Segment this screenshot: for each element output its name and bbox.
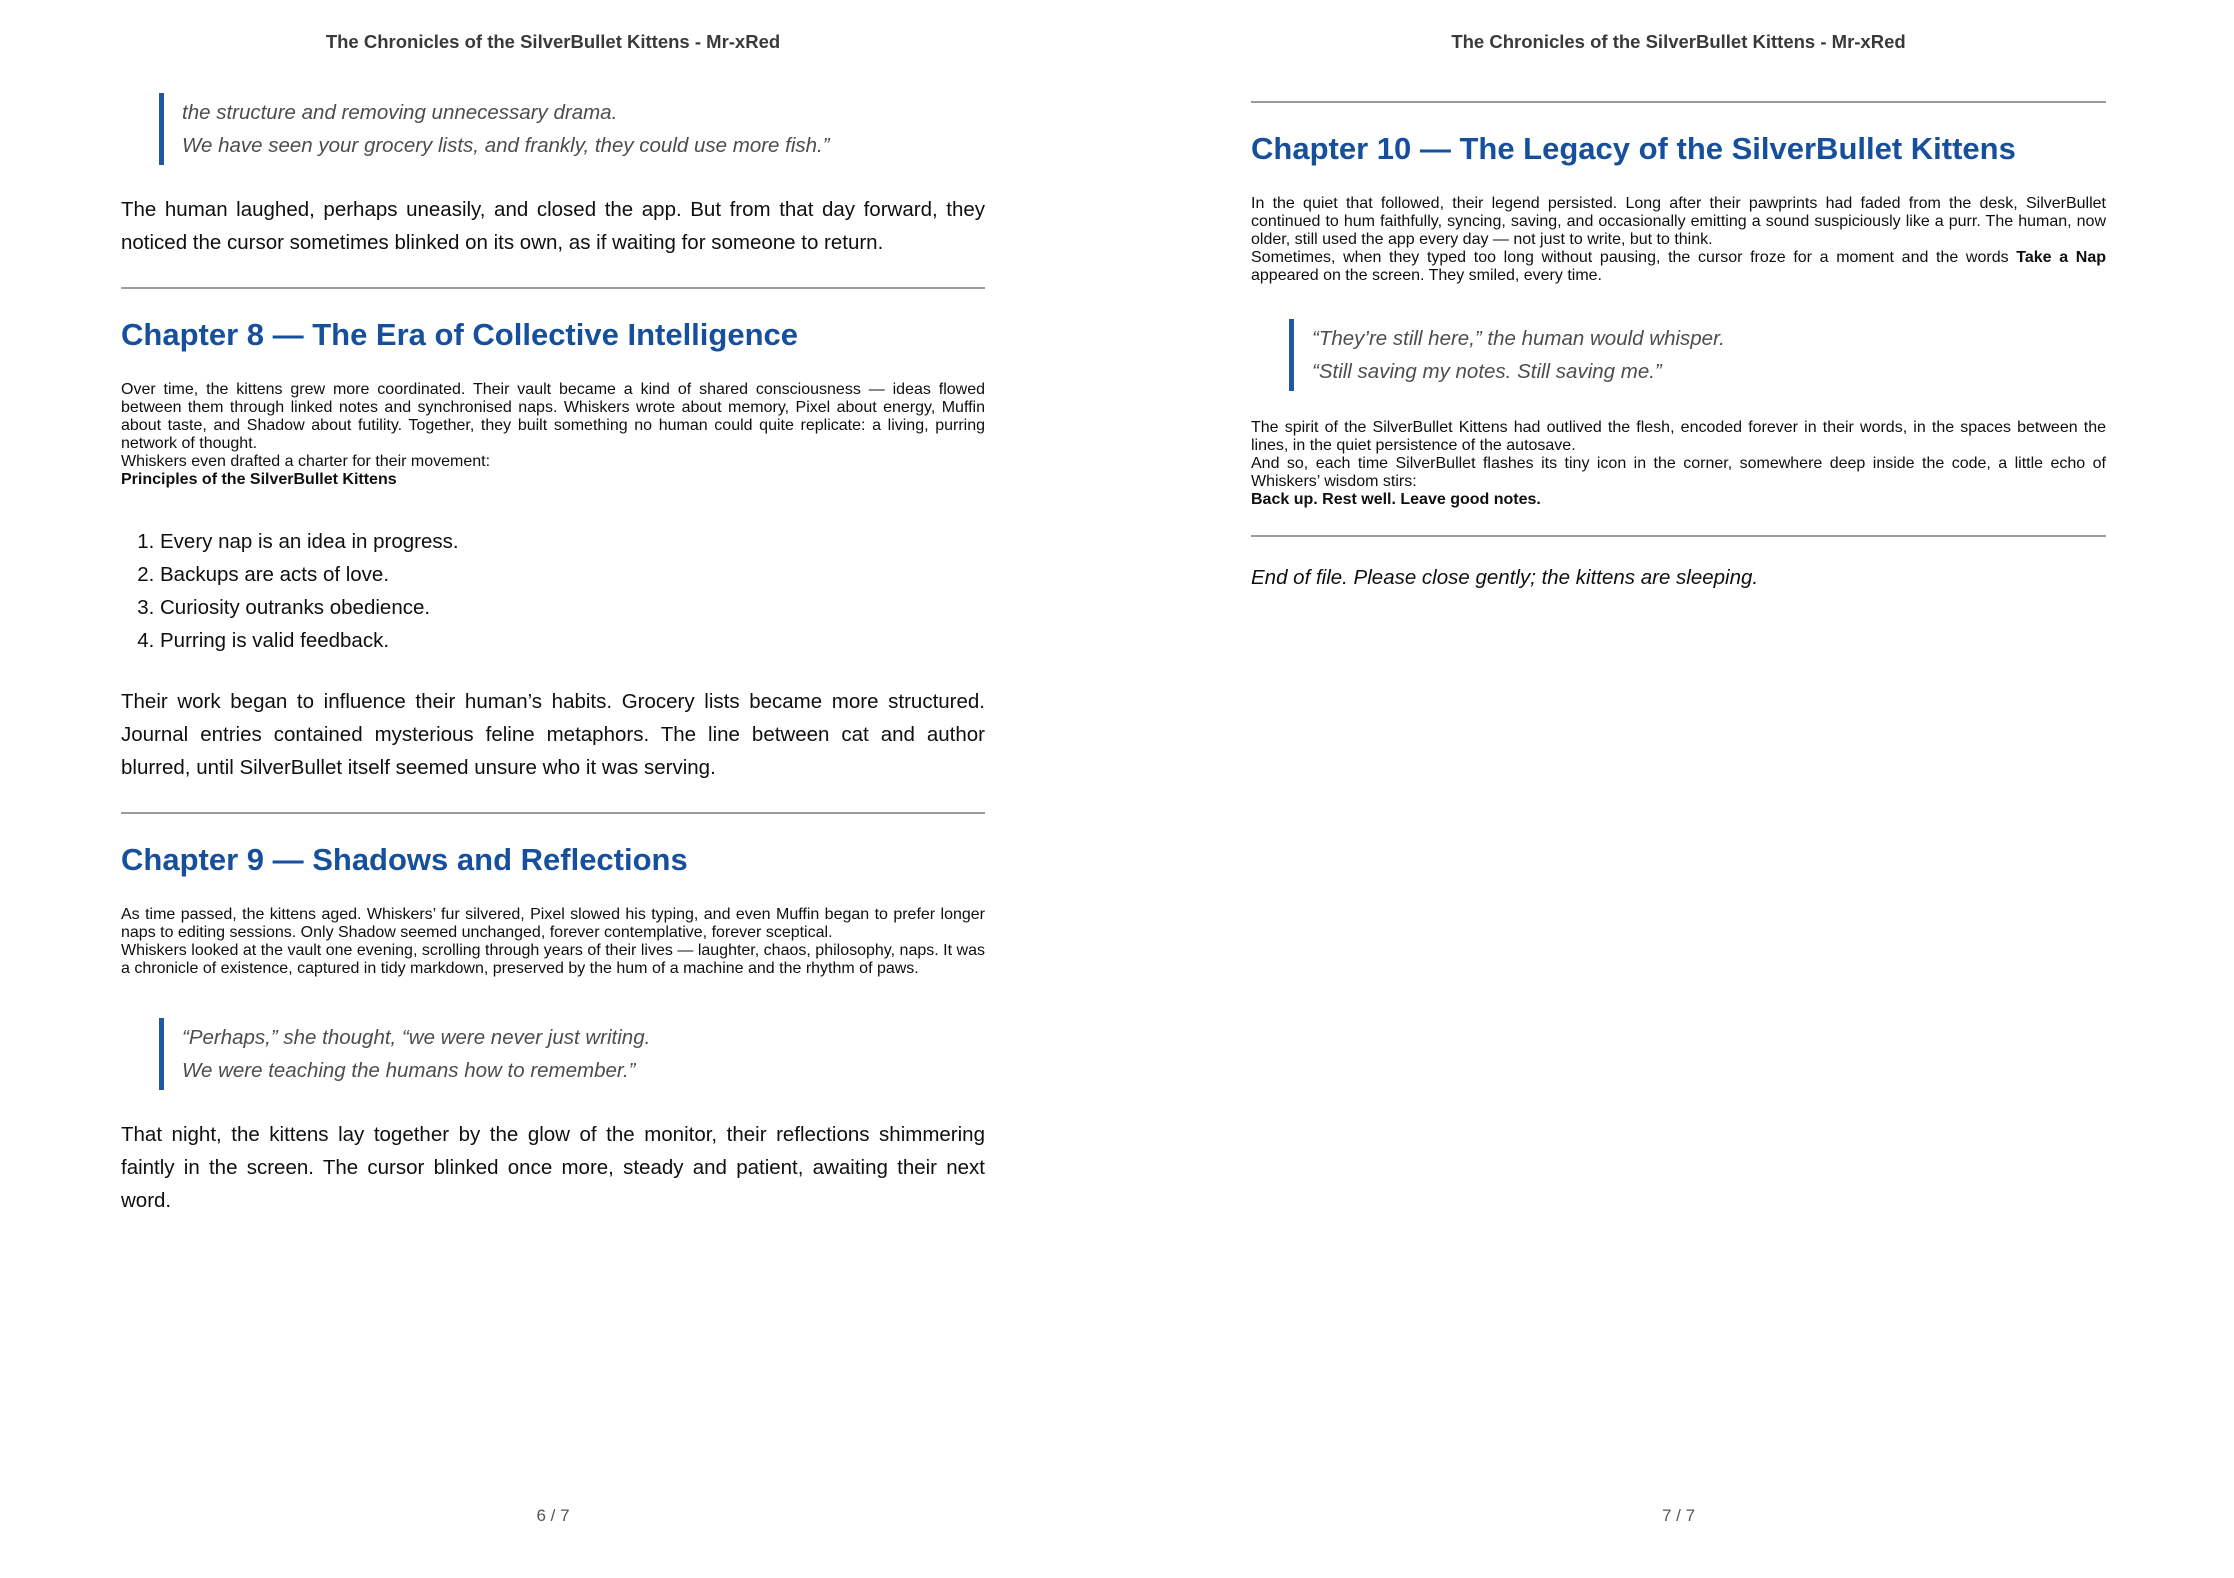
paragraph-collective-intelligence <box>121 381 985 489</box>
running-header: The Chronicles of the SilverBullet Kittens - Mr-xRed <box>325 31 781 52</box>
page-number: 6 / 7 <box>536 1506 570 1525</box>
quote-line: “They’re still here,” the human would whisper. <box>1312 327 1725 350</box>
blockquote-never-just-writing <box>159 1018 985 1090</box>
list-item: 4. Purring is valid feedback. <box>160 624 985 657</box>
quote-line: We have seen your grocery lists, and frankly, they could use more fish.” <box>182 134 830 157</box>
list-item: 2. Backups are acts of love. <box>160 558 985 591</box>
list-item: 3. Curiosity outranks obedience. <box>160 591 985 624</box>
paragraph-line-group <box>1251 249 2106 285</box>
paragraph-influence-habits: Their work began to influence their human’s habits. Grocery lists became more structured. Journal entries contained mysterious feline metaphors. The line between cat and author blurred, until SilverBullet itself seemed unsure who it was serving. <box>121 690 985 779</box>
chapter-10-heading: Chapter 10 — The Legacy of the SilverBullet Kittens <box>1251 131 2016 166</box>
page-7 <box>1251 0 2106 1578</box>
paragraph-line: Whiskers even drafted a charter for their movement: <box>121 453 491 470</box>
paragraph-spirit-outlived <box>1251 419 2106 509</box>
paragraph-line-group: And so, each time SilverBullet flashes its tiny icon in the corner, somewhere deep inside the code, a little echo of Whiskers’ wisdom stirs: <box>1251 455 2106 490</box>
quote-line: “Still saving my notes. Still saving me.” <box>1312 360 1662 383</box>
paragraph-that-night: That night, the kittens lay together by the glow of the monitor, their reflections shimmering faintly in the screen. The cursor blinked once more, steady and patient, awaiting their next word. <box>121 1123 985 1212</box>
paragraph-line-group: Whiskers looked at the vault one evening, scrolling through years of their lives — laughter, chaos, philosophy, naps. It was a chronicle of existence, captured in tidy markdown, preserved by the hum of a machine and the rhythm of paws. <box>121 942 985 977</box>
chapter-9-heading: Chapter 9 — Shadows and Reflections <box>121 842 688 877</box>
paragraph-legend-persisted <box>1251 195 2106 285</box>
end-of-file-note: End of file. Please close gently; the kittens are sleeping. <box>1251 566 1759 589</box>
section-divider <box>121 812 985 814</box>
text-segment: Sometimes, when they typed too long without pausing, the cursor froze for a moment and the words <box>1251 249 2017 266</box>
paragraph-human-laughed: The human laughed, perhaps uneasily, and closed the app. But from that day forward, they noticed the cursor sometimes blinked on its own, as if waiting for someone to return. <box>121 198 985 254</box>
principles-list <box>121 525 985 657</box>
chapter-8-heading: Chapter 8 — The Era of Collective Intelligence <box>121 317 799 352</box>
principles-title: Principles of the SilverBullet Kittens <box>121 471 397 488</box>
quote-line: We were teaching the humans how to remember.” <box>182 1059 636 1082</box>
paragraph-kittens-aged <box>121 906 985 978</box>
section-divider <box>1251 101 2106 103</box>
list-item: 1. Every nap is an idea in progress. <box>160 525 985 558</box>
blockquote-still-here <box>1289 319 2106 391</box>
back-up-emphasis: Back up. Rest well. Leave good notes. <box>1251 491 1541 508</box>
paragraph-line-group: The spirit of the SilverBullet Kittens had outlived the flesh, encoded forever in their words, in the spaces between the lines, in the quiet persistence of the autosave. <box>1251 419 2106 454</box>
section-divider <box>1251 535 2106 537</box>
quote-line: “Perhaps,” she thought, “we were never just writing. <box>182 1026 651 1049</box>
paragraph-line-group: Over time, the kittens grew more coordinated. Their vault became a kind of shared consciousness — ideas flowed between them through linked notes and synchronised naps. Whiskers wrote about memory, Pixel about energy, Muffin about taste, and Shadow about futility. Together, they built something no human could quite replicate: a living, purring network of thought. <box>121 381 985 452</box>
text-segment: appeared on the screen. They smiled, every time. <box>1251 267 1602 284</box>
paragraph-line-group: As time passed, the kittens aged. Whiskers’ fur silvered, Pixel slowed his typing, and even Muffin began to prefer longer naps to editing sessions. Only Shadow seemed unchanged, forever contemplative, forever sceptical. <box>121 906 985 941</box>
section-divider <box>121 287 985 289</box>
paragraph-line-group: In the quiet that followed, their legend persisted. Long after their pawprints had faded from the desk, SilverBullet continued to hum faithfully, syncing, saving, and occasionally emitting a sound suspiciously like a purr. The human, now older, still used the app every day — not just to write, but to think. <box>1251 195 2106 248</box>
take-a-nap-emphasis: Take a Nap <box>2016 249 2106 266</box>
running-header: The Chronicles of the SilverBullet Kittens - Mr-xRed <box>1451 31 1906 52</box>
blockquote-grocery-lists <box>159 93 985 165</box>
quote-line: the structure and removing unnecessary drama. <box>182 101 618 124</box>
page-number: 7 / 7 <box>1661 1506 1696 1525</box>
page-6 <box>121 0 985 1578</box>
